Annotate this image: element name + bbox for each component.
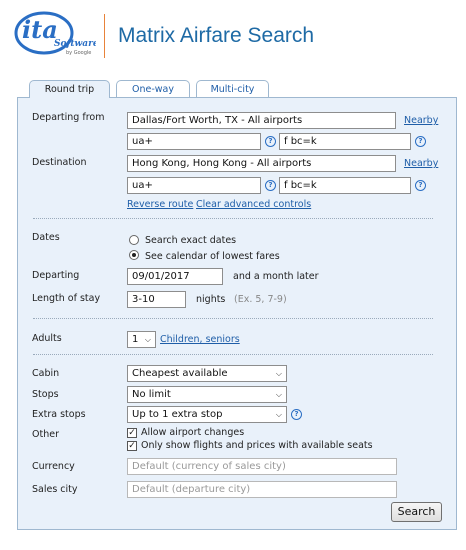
exact-dates-label: Search exact dates — [145, 235, 237, 246]
dates-label: Dates — [32, 232, 60, 243]
tab-round-trip[interactable]: Round trip — [29, 80, 110, 98]
departing-date-input[interactable]: 09/01/2017 — [127, 268, 223, 285]
destination-input[interactable]: Hong Kong, Hong Kong - All airports — [127, 155, 396, 172]
chevron-down-icon: ⌵ — [275, 369, 282, 378]
length-of-stay-input[interactable]: 3-10 — [127, 291, 186, 308]
destination-extension-input[interactable]: f bc=k — [279, 177, 411, 194]
cabin-select[interactable] — [127, 365, 287, 382]
extra-stops-label: Extra stops — [32, 409, 86, 420]
clear-advanced-link[interactable]: Clear advanced controls — [196, 199, 312, 210]
nights-label: nights — [196, 294, 226, 305]
tab-one-way[interactable]: One-way — [116, 80, 190, 97]
search-button[interactable]: Search — [391, 502, 442, 522]
section-divider — [33, 354, 433, 355]
stops-select[interactable] — [127, 386, 287, 403]
chevron-down-icon: ⌵ — [275, 410, 282, 419]
logo-sub-text: Software — [54, 39, 96, 49]
section-divider — [33, 318, 433, 319]
page-title: Matrix Airfare Search — [118, 24, 315, 47]
adults-label: Adults — [32, 333, 62, 344]
allow-airport-changes-checkbox[interactable]: ✓ — [128, 428, 136, 438]
stops-label: Stops — [32, 389, 59, 400]
currency-input[interactable]: Default (currency of sales city) — [127, 458, 397, 475]
stops-value: No limit — [132, 389, 171, 400]
chevron-down-icon: ⌵ — [275, 390, 282, 399]
destination-label: Destination — [32, 157, 87, 168]
help-icon[interactable]: ? — [265, 136, 276, 147]
logo-main-text: ita — [22, 15, 58, 44]
children-seniors-link[interactable]: Children, seniors — [160, 334, 240, 345]
adults-select[interactable] — [127, 331, 156, 348]
chevron-down-icon: ⌵ — [144, 335, 151, 344]
tab-multi-city[interactable]: Multi-city — [196, 80, 269, 97]
help-icon[interactable]: ? — [415, 136, 426, 147]
reverse-route-link[interactable]: Reverse route — [127, 199, 194, 210]
departing-from-label: Departing from — [32, 112, 105, 123]
radio-exact-dates[interactable] — [129, 235, 139, 245]
stay-hint: (Ex. 5, 7-9) — [234, 294, 287, 305]
sales-city-input[interactable]: Default (departure city) — [127, 481, 397, 498]
ita-software-logo — [14, 8, 96, 58]
destination-nearby-link[interactable]: Nearby — [404, 158, 439, 169]
extra-stops-select[interactable] — [127, 406, 287, 423]
calendar-fares-label: See calendar of lowest fares — [145, 251, 280, 262]
help-icon[interactable]: ? — [265, 180, 276, 191]
sales-city-label: Sales city — [32, 484, 78, 495]
extra-stops-value: Up to 1 extra stop — [132, 409, 223, 420]
available-seats-label: Only show flights and prices with available seats — [141, 440, 373, 451]
departing-from-input[interactable]: Dallas/Fort Worth, TX - All airports — [127, 112, 396, 129]
cabin-value: Cheapest available — [132, 368, 228, 379]
radio-calendar-fares[interactable] — [129, 250, 139, 260]
length-of-stay-label: Length of stay — [32, 293, 101, 304]
available-seats-checkbox[interactable]: ✓ — [128, 441, 136, 451]
header-divider — [104, 14, 105, 58]
departing-label: Departing — [32, 270, 80, 281]
departing-nearby-link[interactable]: Nearby — [404, 115, 439, 126]
departing-extension-input[interactable]: f bc=k — [279, 133, 411, 150]
logo-by-text: by Google — [66, 50, 92, 56]
help-icon[interactable]: ? — [415, 180, 426, 191]
adults-value: 1 — [132, 334, 139, 345]
allow-airport-changes-label: Allow airport changes — [141, 427, 245, 438]
currency-label: Currency — [32, 461, 75, 472]
departing-routing-input[interactable]: ua+ — [127, 133, 261, 150]
departing-suffix: and a month later — [233, 271, 319, 282]
section-divider — [33, 218, 433, 219]
help-icon[interactable]: ? — [291, 409, 302, 420]
other-label: Other — [32, 429, 59, 440]
destination-routing-input[interactable]: ua+ — [127, 177, 261, 194]
cabin-label: Cabin — [32, 368, 60, 379]
